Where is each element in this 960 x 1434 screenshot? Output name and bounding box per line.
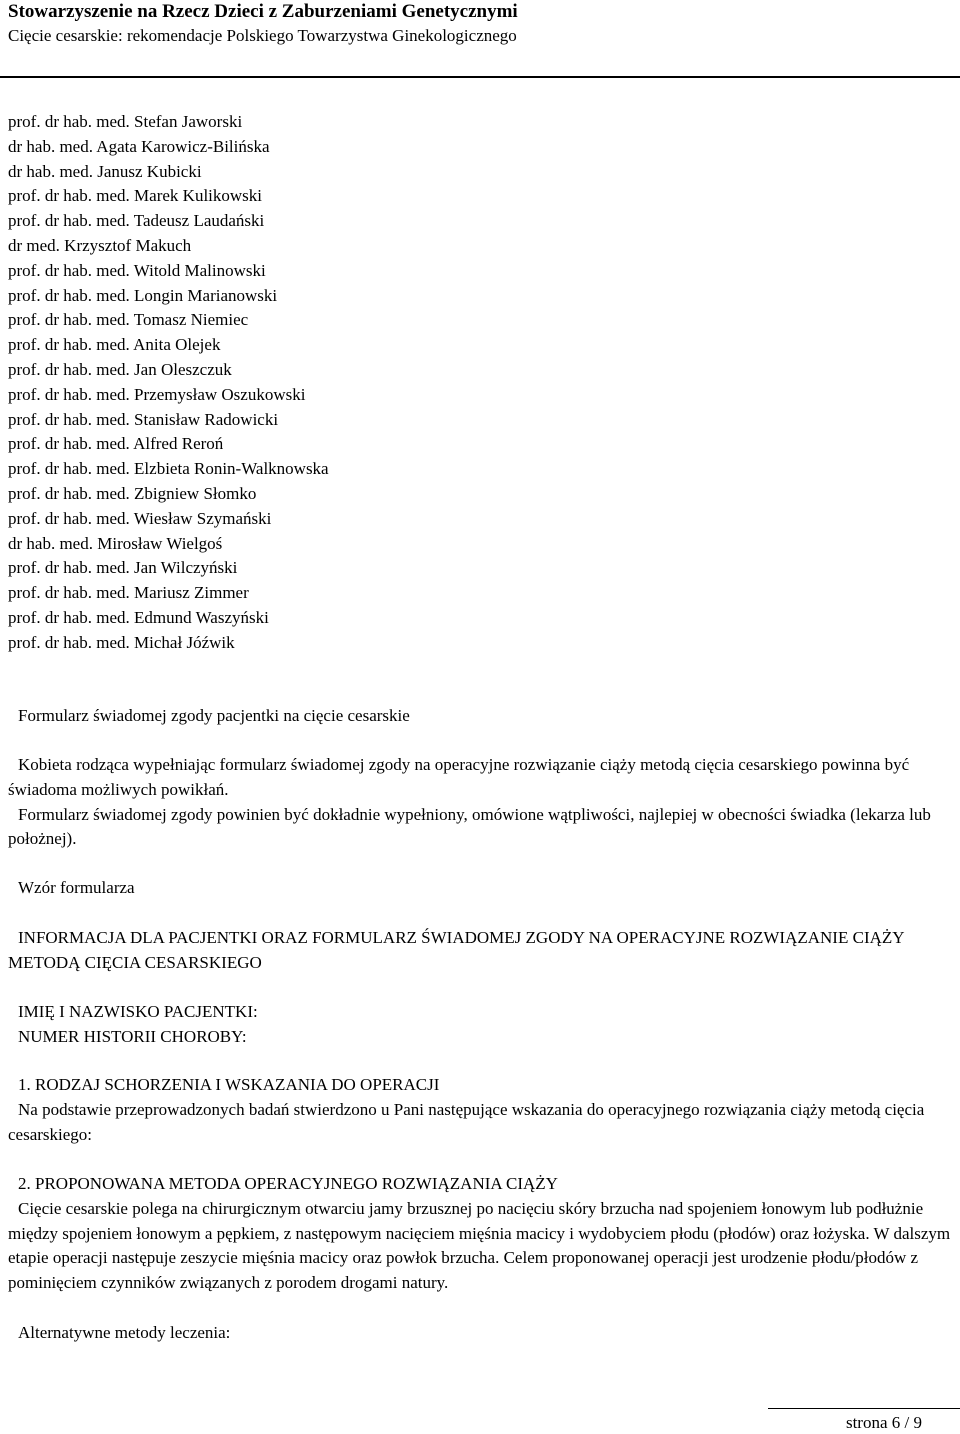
author-item: dr med. Krzysztof Makuch — [8, 235, 192, 255]
author-item: dr hab. med. Janusz Kubicki — [8, 161, 202, 181]
author-item: prof. dr hab. med. Wiesław Szymański — [8, 508, 272, 528]
author-item: prof. dr hab. med. Tadeusz Laudański — [8, 211, 265, 231]
info-title: INFORMACJA DLA PACJENTKI ORAZ FORMULARZ ŚWIADOMEJ ZGODY NA OPERACYJNE ROZWIĄZANIE CIĄŻY METODĄ CIĘCIA CESARSKIEGO — [8, 928, 904, 972]
patient-fields — [8, 1000, 958, 1050]
header-divider — [0, 76, 960, 78]
patient-name-label: IMIĘ I NAZWISKO PACJENTKI: — [18, 1002, 258, 1021]
intro-paragraph-2: Formularz świadomej zgody powinien być dokładnie wypełniony, omówione wątpliwości, najlepiej w obecności świadka (lekarza lub położnej). — [8, 804, 931, 849]
section-2 — [8, 1172, 958, 1296]
author-item: prof. dr hab. med. Jan Wilczyński — [8, 558, 238, 578]
author-item: prof. dr hab. med. Anita Olejek — [8, 335, 221, 355]
author-item: prof. dr hab. med. Marek Kulikowski — [8, 186, 263, 206]
section-2-text: Cięcie cesarskie polega na chirurgicznym otwarciu jamy brzusznej po nacięciu skóry brzucha nad spojeniem łonowym lub podłużnie między spojeniem łonowym a pępkiem, z następowym nacięciem mięśnia macicy i wydobyciem płodu (płodów) oraz łożyska. W dalszym etapie operacji następuje zeszycie mięśnia macicy oraz powłok brzucha. Celem proponowanej operacji jest urodzenie płodu/płodów z pominięciem czynników związanych z porodem drogami natury. — [8, 1198, 951, 1293]
author-item: prof. dr hab. med. Przemysław Oszukowski — [8, 384, 306, 404]
author-item: prof. dr hab. med. Stanisław Radowicki — [8, 409, 279, 429]
author-item: prof. dr hab. med. Michał Jóźwik — [8, 632, 235, 652]
author-item: prof. dr hab. med. Elzbieta Ronin-Walknowska — [8, 459, 329, 479]
author-item: prof. dr hab. med. Stefan Jaworski — [8, 112, 243, 131]
intro-section — [8, 753, 958, 852]
author-item: prof. dr hab. med. Tomasz Niemiec — [8, 310, 249, 330]
section-2-title: 2. PROPONOWANA METODA OPERACYJNEGO ROZWIĄZANIA CIĄŻY — [18, 1174, 558, 1193]
footer-divider — [768, 1408, 960, 1409]
author-item: prof. dr hab. med. Zbigniew Słomko — [8, 483, 257, 503]
author-item: prof. dr hab. med. Mariusz Zimmer — [8, 583, 249, 603]
section-1-text: Na podstawie przeprowadzonych badań stwierdzono u Pani następujące wskazania do operacyjnego rozwiązania ciąży metodą cięcia cesarskiego: — [8, 1099, 925, 1144]
author-item: dr hab. med. Agata Karowicz-Bilińska — [8, 136, 270, 156]
author-item: dr hab. med. Mirosław Wielgoś — [8, 533, 223, 553]
page-number: strona 6 / 9 — [845, 1413, 922, 1432]
alternatives-label: Alternatywne metody leczenia: — [18, 1323, 231, 1342]
section-1-title: 1. RODZAJ SCHORZENIA I WSKAZANIA DO OPERACJI — [18, 1075, 440, 1094]
history-number-label: NUMER HISTORII CHOROBY: — [18, 1026, 247, 1046]
author-item: prof. dr hab. med. Edmund Waszyński — [8, 607, 269, 627]
document-subtitle: Cięcie cesarskie: rekomendacje Polskiego Towarzystwa Ginekologicznego — [8, 26, 517, 45]
author-item: prof. dr hab. med. Witold Malinowski — [8, 260, 266, 280]
document-header — [8, 0, 958, 48]
author-item: prof. dr hab. med. Alfred Reroń — [8, 434, 224, 454]
author-item: prof. dr hab. med. Jan Oleszczuk — [8, 359, 232, 379]
authors-list — [8, 110, 958, 656]
intro-paragraph-1: Kobieta rodząca wypełniając formularz świadomej zgody na operacyjne rozwiązanie ciąży metodą cięcia cesarskiego powinna być świadoma możliwych powikłań. — [8, 755, 910, 799]
organization-name: Stowarzyszenie na Rzecz Dzieci z Zaburzeniami Genetycznymi — [8, 1, 518, 22]
section-1 — [8, 1073, 958, 1147]
author-item: prof. dr hab. med. Longin Marianowski — [8, 285, 278, 305]
template-heading: Wzór formularza — [18, 878, 135, 897]
form-title: Formularz świadomej zgody pacjentki na cięcie cesarskie — [18, 706, 410, 725]
